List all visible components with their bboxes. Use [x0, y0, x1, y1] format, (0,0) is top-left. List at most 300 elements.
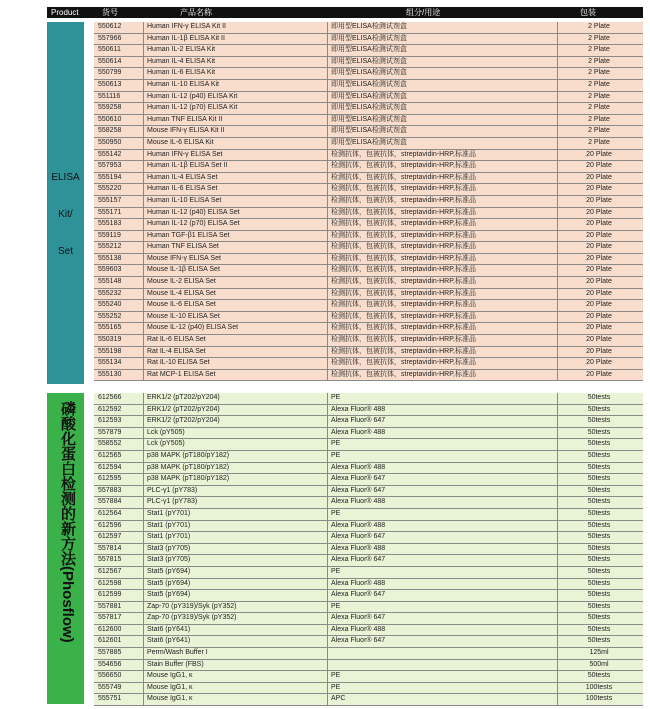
cell-composition: PE: [331, 602, 341, 610]
cell-cat-no: 612600: [98, 625, 122, 633]
column-divider: [557, 150, 558, 161]
column-divider: [143, 579, 144, 590]
cell-composition: Alexa Fluor® 647: [331, 486, 386, 494]
column-divider: [143, 254, 144, 265]
column-divider: [143, 103, 144, 114]
cell-product-name: Human IL-4 ELISA Kit: [147, 57, 216, 65]
column-divider: [327, 68, 328, 79]
phosflow-table-row: [94, 579, 643, 591]
column-divider: [143, 184, 144, 195]
column-divider: [143, 68, 144, 79]
cell-package: 2 Plate: [588, 69, 610, 77]
cell-composition: PE: [331, 440, 341, 448]
cell-cat-no: 555212: [98, 243, 122, 251]
cell-package: 50tests: [587, 602, 611, 610]
column-divider: [143, 34, 144, 45]
cell-composition: 检测抗体，包被抗体，streptavidin-HRP,标准品: [331, 301, 476, 309]
cell-composition: 检测抗体，包被抗体，streptavidin-HRP,标准品: [331, 185, 476, 193]
cell-package: 50tests: [587, 556, 611, 564]
elisa-table-row: [94, 358, 643, 370]
cell-cat-no: 557883: [98, 486, 122, 494]
cell-package: 2 Plate: [588, 104, 610, 112]
cell-composition: Alexa Fluor® 488: [331, 544, 386, 552]
column-divider: [327, 335, 328, 346]
column-divider: [143, 208, 144, 219]
cell-package: 20 Plate: [586, 196, 612, 204]
phosflow-table-row: [94, 567, 643, 579]
cell-product-name: Perm/Wash Buffer I: [147, 649, 208, 657]
phosflow-table-row: [94, 555, 643, 567]
phosflow-section-label: [47, 393, 84, 704]
cell-cat-no: 612566: [98, 394, 122, 401]
cell-product-name: Mouse IL-1β ELISA Set: [147, 266, 220, 274]
column-divider: [327, 323, 328, 334]
cell-product-name: Human IL-1β ELISA Set II: [147, 162, 228, 170]
cell-package: 50tests: [587, 544, 611, 552]
cell-product-name: p38 MAPK (pT180/pY182): [147, 475, 230, 483]
column-divider: [327, 625, 328, 636]
column-divider: [557, 138, 558, 149]
cell-package: 2 Plate: [588, 138, 610, 146]
cell-package: 20 Plate: [586, 266, 612, 274]
elisa-table-row: [94, 184, 643, 196]
cell-cat-no: 550612: [98, 23, 122, 30]
column-divider: [143, 613, 144, 624]
cell-cat-no: 555252: [98, 312, 122, 320]
cell-composition: 检测抗体，包被抗体，streptavidin-HRP,标准品: [331, 220, 476, 228]
phosflow-table-row: [94, 660, 643, 672]
cell-product-name: Human IL-6 ELISA Set: [147, 185, 218, 193]
column-divider: [557, 509, 558, 520]
cell-product-name: Stat1 (pY701): [147, 521, 191, 529]
cell-cat-no: 612596: [98, 521, 122, 529]
cell-cat-no: 555198: [98, 347, 122, 355]
column-divider: [143, 439, 144, 450]
column-divider: [557, 567, 558, 578]
cell-composition: Alexa Fluor® 647: [331, 533, 386, 541]
column-divider: [327, 254, 328, 265]
column-divider: [143, 370, 144, 381]
cell-cat-no: 555138: [98, 254, 122, 262]
cell-package: 50tests: [587, 637, 611, 645]
cell-package: 20 Plate: [586, 289, 612, 297]
cell-product-name: Human IL-12 (p70) ELISA Set: [147, 220, 240, 228]
elisa-table-row: [94, 45, 643, 57]
cell-package: 50tests: [587, 533, 611, 541]
cell-product-name: p38 MAPK (pT180/pY182): [147, 451, 230, 459]
column-divider: [327, 694, 328, 705]
cell-package: 50tests: [587, 394, 611, 401]
cell-product-name: Lck (pY505): [147, 428, 185, 436]
cell-composition: 检测抗体，包被抗体，streptavidin-HRP,标准品: [331, 359, 476, 367]
column-divider: [327, 439, 328, 450]
elisa-table-row: [94, 126, 643, 138]
cell-composition: PE: [331, 394, 341, 401]
cell-package: 20 Plate: [586, 208, 612, 216]
column-divider: [557, 265, 558, 276]
column-divider: [143, 555, 144, 566]
cell-package: 20 Plate: [586, 278, 612, 286]
column-divider: [327, 265, 328, 276]
cell-product-name: Rat IL-6 ELISA Set: [147, 336, 206, 344]
column-divider: [143, 312, 144, 323]
column-divider: [143, 683, 144, 694]
cell-composition: 检测抗体，包被抗体，streptavidin-HRP,标准品: [331, 278, 476, 286]
column-divider: [557, 80, 558, 91]
cell-product-name: Human TNF ELISA Kit II: [147, 115, 223, 123]
column-divider: [327, 312, 328, 323]
elisa-table-row: [94, 92, 643, 104]
cell-composition: 即用型ELISA检测试剂盒: [331, 46, 407, 54]
cell-cat-no: 555157: [98, 196, 122, 204]
column-divider: [557, 92, 558, 103]
cell-package: 50tests: [587, 579, 611, 587]
cell-composition: 检测抗体，包被抗体，streptavidin-HRP,标准品: [331, 208, 476, 216]
cell-package: 2 Plate: [588, 57, 610, 65]
header-product: Product: [51, 8, 79, 17]
cell-package: 2 Plate: [588, 127, 610, 135]
column-divider: [327, 544, 328, 555]
column-divider: [143, 219, 144, 230]
cell-package: 100tests: [585, 695, 613, 703]
column-divider: [327, 208, 328, 219]
cell-cat-no: 558552: [98, 440, 122, 448]
column-divider: [327, 242, 328, 253]
cell-package: 50tests: [587, 567, 611, 575]
column-divider: [143, 231, 144, 242]
column-divider: [327, 173, 328, 184]
column-divider: [143, 451, 144, 462]
cell-cat-no: 557817: [98, 614, 122, 622]
cell-package: 50tests: [587, 672, 611, 680]
column-divider: [557, 521, 558, 532]
cell-cat-no: 557966: [98, 34, 122, 42]
cell-package: 50tests: [587, 614, 611, 622]
cell-cat-no: 612567: [98, 567, 122, 575]
column-divider: [143, 347, 144, 358]
phosflow-label: 磷酸化蛋白检测的新方法(Phosflow): [59, 401, 76, 643]
cell-package: 50tests: [587, 625, 611, 633]
column-divider: [143, 486, 144, 497]
column-divider: [327, 184, 328, 195]
cell-package: 50tests: [587, 428, 611, 436]
column-divider: [143, 532, 144, 543]
cell-cat-no: 555194: [98, 173, 122, 181]
column-divider: [557, 555, 558, 566]
cell-composition: Alexa Fluor® 647: [331, 475, 386, 483]
column-divider: [557, 613, 558, 624]
cell-composition: 即用型ELISA检测试剂盒: [331, 115, 407, 123]
column-divider: [327, 567, 328, 578]
cell-cat-no: 550613: [98, 80, 122, 88]
phosflow-table-row: [94, 521, 643, 533]
column-divider: [327, 126, 328, 137]
column-divider: [557, 694, 558, 705]
elisa-table: [94, 22, 643, 381]
column-divider: [143, 671, 144, 682]
cell-composition: Alexa Fluor® 488: [331, 625, 386, 633]
elisa-table-row: [94, 57, 643, 69]
phosflow-table-row: [94, 625, 643, 637]
column-divider: [327, 34, 328, 45]
cell-product-name: Human IL-2 ELISA Kit: [147, 46, 216, 54]
cell-composition: Alexa Fluor® 488: [331, 579, 386, 587]
elisa-table-row: [94, 68, 643, 80]
elisa-table-row: [94, 323, 643, 335]
column-divider: [143, 242, 144, 253]
column-divider: [557, 625, 558, 636]
elisa-table-row: [94, 300, 643, 312]
column-divider: [327, 370, 328, 381]
cell-package: 20 Plate: [586, 370, 612, 378]
cell-product-name: Human IL-1β ELISA Kit II: [147, 34, 225, 42]
cell-product-name: Human IFN-γ ELISA Set: [147, 150, 223, 158]
cell-cat-no: 612597: [98, 533, 122, 541]
cell-package: 2 Plate: [588, 80, 610, 88]
header-name: 产品名称: [180, 8, 212, 17]
cell-package: 50tests: [587, 498, 611, 506]
cell-product-name: Mouse IgG1, κ: [147, 672, 193, 680]
elisa-table-row: [94, 161, 643, 173]
cell-product-name: Stat3 (pY705): [147, 544, 191, 552]
cell-package: 20 Plate: [586, 220, 612, 228]
elisa-table-row: [94, 208, 643, 220]
cell-composition: 检测抗体，包被抗体，streptavidin-HRP,标准品: [331, 162, 476, 170]
column-divider: [327, 579, 328, 590]
cell-cat-no: 555130: [98, 370, 122, 378]
cell-product-name: Mouse IL-10 ELISA Set: [147, 312, 220, 320]
elisa-table-row: [94, 277, 643, 289]
cell-cat-no: 555183: [98, 220, 122, 228]
cell-package: 20 Plate: [586, 243, 612, 251]
cell-package: 20 Plate: [586, 336, 612, 344]
column-divider: [557, 648, 558, 659]
cell-product-name: Mouse IL-2 ELISA Set: [147, 278, 216, 286]
phosflow-table-row: [94, 671, 643, 683]
elisa-label-line-2: Kit/: [58, 209, 73, 220]
column-divider: [557, 532, 558, 543]
column-divider: [327, 636, 328, 647]
cell-composition: 即用型ELISA检测试剂盒: [331, 23, 407, 30]
cell-composition: PE: [331, 683, 341, 691]
phosflow-table-row: [94, 544, 643, 556]
column-divider: [557, 428, 558, 439]
cell-cat-no: 550319: [98, 336, 122, 344]
column-divider: [143, 323, 144, 334]
cell-composition: Alexa Fluor® 647: [331, 417, 386, 425]
cell-composition: Alexa Fluor® 488: [331, 463, 386, 471]
column-divider: [327, 22, 328, 33]
cell-package: 50tests: [587, 475, 611, 483]
column-divider: [143, 300, 144, 311]
cell-package: 50tests: [587, 451, 611, 459]
cell-cat-no: 555240: [98, 301, 122, 309]
cell-composition: 即用型ELISA检测试剂盒: [331, 127, 407, 135]
column-divider: [143, 150, 144, 161]
cell-cat-no: 557814: [98, 544, 122, 552]
column-divider: [143, 521, 144, 532]
column-divider: [143, 358, 144, 369]
cell-cat-no: 612564: [98, 509, 122, 517]
column-divider: [557, 660, 558, 671]
column-divider: [327, 300, 328, 311]
cell-cat-no: 555751: [98, 695, 122, 703]
cell-package: 20 Plate: [586, 347, 612, 355]
column-divider: [327, 393, 328, 404]
cell-composition: PE: [331, 451, 341, 459]
cell-composition: Alexa Fluor® 647: [331, 637, 386, 645]
column-divider: [327, 428, 328, 439]
cell-cat-no: 555148: [98, 278, 122, 286]
cell-cat-no: 612594: [98, 463, 122, 471]
column-divider: [143, 126, 144, 137]
column-divider: [143, 544, 144, 555]
column-divider: [557, 161, 558, 172]
cell-cat-no: 612601: [98, 637, 122, 645]
cell-cat-no: 555171: [98, 208, 122, 216]
cell-cat-no: 554656: [98, 660, 122, 668]
table-header: [47, 7, 643, 18]
cell-product-name: p38 MAPK (pT180/pY182): [147, 463, 230, 471]
phosflow-table-row: [94, 463, 643, 475]
cell-composition: Alexa Fluor® 488: [331, 428, 386, 436]
column-divider: [557, 196, 558, 207]
header-composition: 组分/用途: [406, 8, 441, 17]
column-divider: [557, 115, 558, 126]
column-divider: [327, 45, 328, 56]
column-divider: [557, 300, 558, 311]
header-cat-no: 货号: [102, 8, 118, 17]
cell-cat-no: 550611: [98, 46, 121, 54]
column-divider: [143, 45, 144, 56]
cell-product-name: Mouse IgG1, κ: [147, 695, 193, 703]
elisa-section-label: [47, 22, 84, 384]
column-divider: [327, 347, 328, 358]
cell-package: 50tests: [587, 521, 611, 529]
cell-composition: 检测抗体，包被抗体，streptavidin-HRP,标准品: [331, 150, 476, 158]
column-divider: [143, 463, 144, 474]
column-divider: [143, 590, 144, 601]
cell-composition: 检测抗体，包被抗体，streptavidin-HRP,标准品: [331, 289, 476, 297]
cell-cat-no: 557815: [98, 556, 122, 564]
cell-cat-no: 559603: [98, 266, 122, 274]
column-divider: [143, 80, 144, 91]
cell-package: 20 Plate: [586, 312, 612, 320]
column-divider: [557, 289, 558, 300]
elisa-table-row: [94, 150, 643, 162]
cell-product-name: ERK1/2 (pT202/pY204): [147, 394, 220, 401]
elisa-table-row: [94, 80, 643, 92]
cell-composition: Alexa Fluor® 488: [331, 521, 386, 529]
cell-cat-no: 558258: [98, 127, 122, 135]
elisa-table-row: [94, 22, 643, 34]
column-divider: [327, 521, 328, 532]
column-divider: [557, 57, 558, 68]
column-divider: [557, 184, 558, 195]
cell-package: 20 Plate: [586, 231, 612, 239]
cell-composition: 检测抗体，包被抗体，streptavidin-HRP,标准品: [331, 254, 476, 262]
column-divider: [143, 115, 144, 126]
elisa-table-row: [94, 265, 643, 277]
elisa-label-line-3: Set: [57, 246, 73, 257]
cell-package: 20 Plate: [586, 359, 612, 367]
column-divider: [327, 219, 328, 230]
column-divider: [143, 57, 144, 68]
column-divider: [557, 323, 558, 334]
column-divider: [327, 57, 328, 68]
elisa-table-row: [94, 138, 643, 150]
column-divider: [557, 474, 558, 485]
cell-package: 50tests: [587, 417, 611, 425]
column-divider: [557, 544, 558, 555]
column-divider: [327, 602, 328, 613]
cell-composition: 即用型ELISA检测试剂盒: [331, 104, 407, 112]
phosflow-table-row: [94, 602, 643, 614]
column-divider: [143, 694, 144, 705]
cell-product-name: Human IL-12 (p40) ELISA Set: [147, 208, 240, 216]
phosflow-table-row: [94, 694, 643, 706]
column-divider: [327, 613, 328, 624]
cell-composition: Alexa Fluor® 647: [331, 614, 386, 622]
cell-package: 50tests: [587, 405, 611, 413]
cell-composition: 检测抗体，包被抗体，streptavidin-HRP,标准品: [331, 312, 476, 320]
cell-package: 2 Plate: [588, 115, 610, 123]
column-divider: [143, 405, 144, 416]
column-divider: [327, 474, 328, 485]
column-divider: [327, 463, 328, 474]
header-package: 包装: [580, 8, 596, 17]
column-divider: [143, 196, 144, 207]
cell-product-name: Lck (pY505): [147, 440, 185, 448]
cell-product-name: Mouse IL-12 (p40) ELISA Set: [147, 324, 239, 332]
column-divider: [327, 161, 328, 172]
cell-composition: Alexa Fluor® 647: [331, 591, 386, 599]
cell-product-name: Mouse IL-6 ELISA Kit: [147, 138, 214, 146]
phosflow-table-row: [94, 416, 643, 428]
column-divider: [143, 509, 144, 520]
cell-composition: PE: [331, 509, 341, 517]
cell-product-name: Stat5 (pY694): [147, 591, 191, 599]
phosflow-table-row: [94, 486, 643, 498]
cell-package: 50tests: [587, 509, 611, 517]
column-divider: [557, 486, 558, 497]
column-divider: [327, 358, 328, 369]
column-divider: [327, 683, 328, 694]
cell-cat-no: 557885: [98, 649, 122, 657]
phosflow-table-row: [94, 393, 643, 405]
column-divider: [557, 34, 558, 45]
column-divider: [327, 277, 328, 288]
phosflow-table-row: [94, 451, 643, 463]
cell-cat-no: 556650: [98, 672, 122, 680]
phosflow-table: [94, 393, 643, 706]
column-divider: [327, 289, 328, 300]
elisa-table-row: [94, 219, 643, 231]
cell-package: 50tests: [587, 463, 611, 471]
column-divider: [327, 103, 328, 114]
column-divider: [143, 393, 144, 404]
elisa-table-row: [94, 312, 643, 324]
column-divider: [557, 347, 558, 358]
cell-composition: 检测抗体，包被抗体，streptavidin-HRP,标准品: [331, 336, 476, 344]
column-divider: [143, 428, 144, 439]
cell-product-name: Human TGF-β1 ELISA Set: [147, 231, 230, 239]
cell-composition: 检测抗体，包被抗体，streptavidin-HRP,标准品: [331, 173, 476, 181]
cell-composition: 检测抗体，包被抗体，streptavidin-HRP,标准品: [331, 370, 476, 378]
cell-composition: Alexa Fluor® 647: [331, 556, 386, 564]
cell-cat-no: 612565: [98, 451, 122, 459]
cell-composition: 检测抗体，包被抗体，streptavidin-HRP,标准品: [331, 231, 476, 239]
